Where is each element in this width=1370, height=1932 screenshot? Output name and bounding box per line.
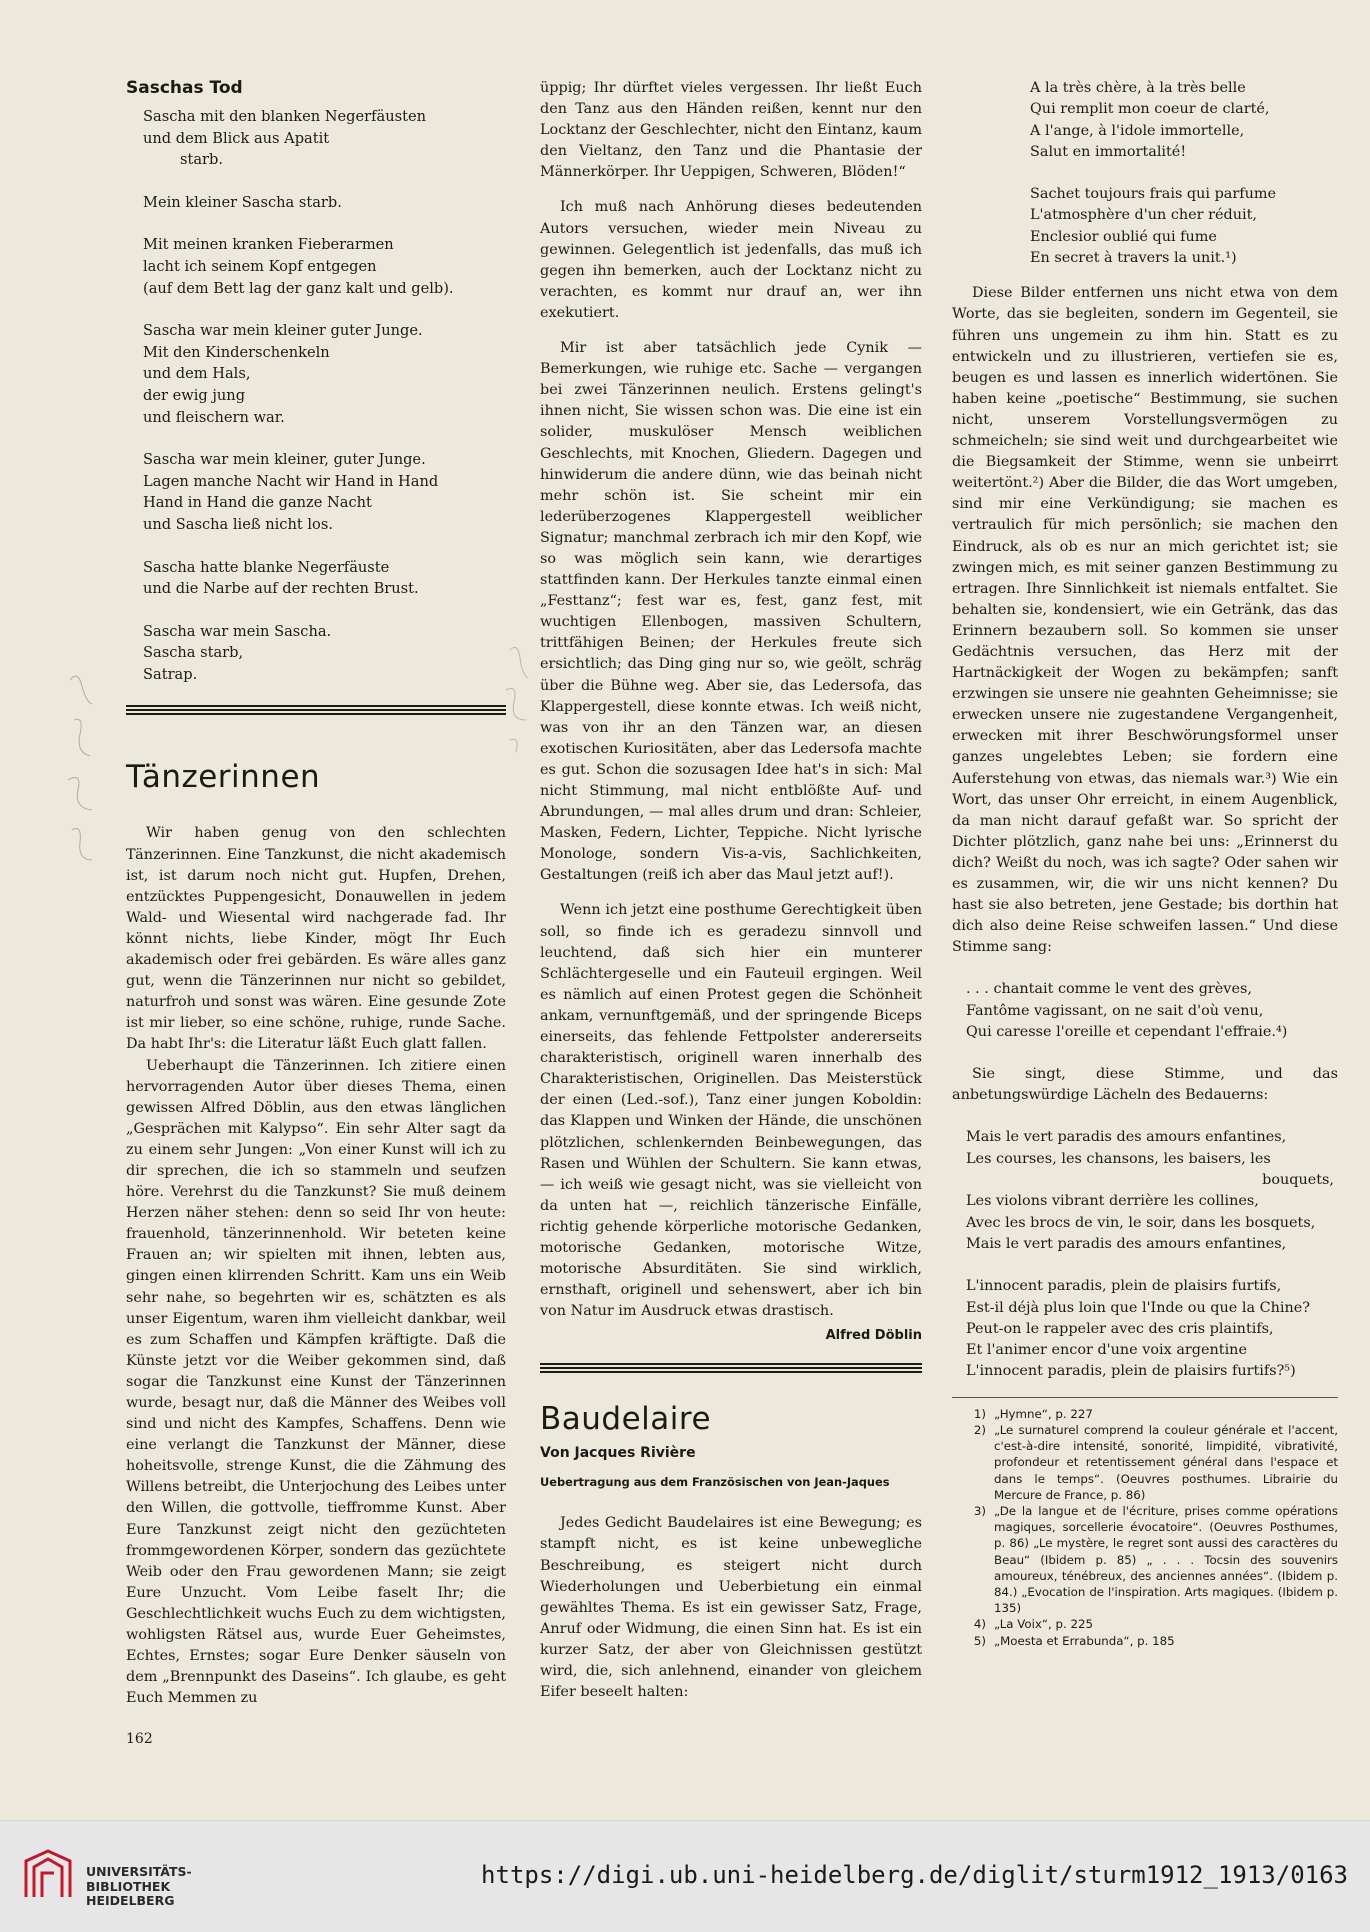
verse-line: L'innocent paradis, plein de plaisirs furtifs?⁵)	[966, 1363, 1296, 1380]
paragraph: Ich muß nach Anhörung dieses bedeutenden Autors versuchen, wieder mein Niveau zu gewinnen. Gelegentlich ist jedenfalls, das muß ich gegen ihn bemerken, auch der Locktanz nicht zu verachten, es kommt nur drauf an, wer ihn exekutiert.	[540, 199, 922, 321]
verse-line: Les violons vibrant derrière les collines,	[966, 1193, 1259, 1210]
poem-line: Mit meinen kranken Fieberarmen	[143, 236, 394, 254]
baudelaire-title: Baudelaire	[540, 1401, 712, 1438]
footnote: 3) „De la langue et de l'écriture, prises comme opérations magiques, sorcellerie évocatoire“. (Oeuvres Posthumes, p. 86) „Le mystère, le regret sont aussi des caractères du Beau“ (Ibidem p. 85) „ . . . Tocsin des souvenirs amoureux, ténébreux, des anciennes années“. (Ibidem p. 84.) „Evocation de l'inspiration. Arts magiques. (Ibidem p. 135)	[973, 1503, 1338, 1616]
poem-title: Saschas Tod	[126, 78, 243, 98]
paragraph: Mir ist aber tatsächlich jede Cynik — Bemerkungen, wie ruhige etc. Sache — vergangen bei zwei Tänzerinnen neulich. Erstens gelingt's ihnen nicht, Sie wissen schon was. Die eine ist ein solider, muskulöser Mensch weiblichen Geschlechts, mit Knochen, Gliedern. Dagegen und hinwiderum die andere dünn, wie das beinah nicht mehr schön ist. Sie scheint mir ein lederüberzogenes Klappergestell weiblicher Signatur; manchmal zerbrach ich mir den Kopf, wie so was möglich sein kann, wie derartiges stattfinden kann. Der Herkules tanzte einmal einen „Festtanz“; fest war es, fest, ganz fest, mit wuchtigen Ellenbogen, massiven Schultern, trittfähigen Beinen; der Herkules freute sich ersichtlich; das Ding ging nur so, wie geölt, schräg über die Bühne weg. Aber sie, das Ledersofa, das Klappergestell, diese konnte etwas. Ich weiß nicht, was von ihr an den Tänzen war, an diesen exotischen Kuriositäten, aber das Ledersofa machte es gut. Schon die sozusagen Idee hat's in sich: Mal nicht Stimmung, mal nicht entblößte Auf- und Abrundungen, — mal alles drum und dran: Schleier, Masken, Federn, Lichter, Teppiche. Nicht lyrische Monologe, sondern Vis-a-vis, Sachlichkeiten, Gestaltungen (reiß ich aber das Maul jetzt auf!).	[540, 340, 922, 884]
verse-line: L'atmosphère d'un cher réduit,	[1030, 207, 1257, 224]
column-3	[952, 78, 1338, 1649]
poem-line: Satrap.	[143, 665, 198, 683]
poem-line: Sascha hatte blanke Negerfäuste	[143, 558, 390, 576]
verse-line: Les courses, les chansons, les baisers, les	[966, 1150, 1271, 1167]
poem-line: und Sascha ließ nicht los.	[143, 515, 333, 533]
poem-line: und dem Blick aus Apatit	[143, 129, 330, 147]
poem-line: Sascha war mein kleiner guter Junge.	[143, 322, 423, 340]
author-signature: Alfred Döblin	[825, 1328, 922, 1344]
pencil-marginalia-icon	[60, 660, 120, 900]
footnote: 5) „Moesta et Errabunda“, p. 185	[973, 1633, 1175, 1648]
column-1	[126, 78, 506, 1709]
verse-line: Fantôme vagissant, on ne sait d'où venu,	[966, 1002, 1264, 1019]
verse-line: En secret à travers la unit.¹)	[1030, 250, 1237, 267]
paragraph: Wenn ich jetzt eine posthume Gerechtigkeit üben soll, so finde ich es geradezu sinnvoll und leuchtend, daß sich hier ein munterer Schlächtergeselle und ein Fauteuil ergingen. Weil es nämlich auf einen Protest gegen die Schönheit ankam, vernunftgemäß, und der springende Biceps einerseits, das fehlende Fettpolster andererseits charakteristisch, originell waren innerhalb des Charakteristischen, Originellen. Das Meisterstück der einen (Led.-sof.), Tanz einer jungen Koboldin: das Klappen und Winken der Hände, die unschönen plötzlichen, schlenkernden Beinbewegungen, das Rasen und Wühlen der Schultern. Sie kann etwas, — ich weiß wie gesagt nicht, was sie vielleicht von da unten hat —, reichlich tänzerische Einfälle, richtig gehende körperliche motorische Gedanken, motorische Gedanken, motorische Witze, motorische Absurditäten. Sie sind wirklich, ernsthaft, originell und sehenswert, aber ich bin von Natur im Ausdruck etwas drastisch.	[540, 902, 922, 1320]
verse-line: Avec les brocs de vin, le soir, dans les bosquets,	[966, 1214, 1316, 1231]
paragraph: üppig; Ihr dürftet vieles vergessen. Ihr ließt Euch den Tanz aus den Händen reißen, kennt nur den Locktanz der Geschlechter, nicht den Eintanz, kaum den Vieltanz, den Tanz und die Phantasie der Männerkörper. Ihr Ueppigen, Schweren, Blöden!“	[540, 80, 922, 181]
verse-line: A la très chère, à la très belle	[1030, 80, 1246, 96]
poem-saschas-tod	[126, 106, 506, 685]
poem-line: starb.	[180, 151, 224, 169]
french-verse	[952, 78, 1338, 269]
footnote: 2) „Le surnaturel comprend la couleur générale et l'accent, c'est-à-dire intensité, sonorité, limpidité, vibrativité, profondeur et retentissement général dans l'espace et dans le temps“. (Oeuvres posthumes. Librairie du Mercure de France, p. 86)	[973, 1422, 1338, 1502]
paragraph: Ueberhaupt die Tänzerinnen. Ich zitiere einen hervorragenden Autor über dieses Thema, einen gewissen Alfred Döblin, aus den etwas länglichen „Gesprächen mit Kalypso“. Ein sehr Alter sagt da zu einem sehr Jungen: „Von einer Kunst will ich zu dir sprechen, die ich so stammeln und seufzen höre. Verehrst du die Tanzkunst? Sie muß deinem Herzen näher stehen: denn so seid Ihr von heute: frauenhold, tänzerinnenhold. Wir beteten keine Frauen an; wir spielten mit ihnen, lebten aus, gingen einen klirrenden Schritt. Kam uns ein Weib sehr nahe, so begehrten wir es, schätzten es als unser Eigentum, waren ihm vielleicht dankbar, weil es zum Schaffen und Kämpfen kräftigte. Daß die Künste jetzt vor die Weiber gekommen sind, daß sogar die Tanzkunst eine Kunst der Tänzerinnen wurde, besagt nur, daß die Männer des Weibes voll sind und nicht des Kampfes, Schaffens. Denn wie eine verlangt die Tanzkunst der Männer, diese hoheitsvolle, strenge Kunst, die die Zähmung des Willens betreibt, die Unterjochung des Leibes unter den Willen, die gottvolle, tieffromme Kunst. Aber Eure Tanzkunst zeigt nicht den gezüchteten frommgewordenen Körper, sondern das gezüchtete Weib oder den Frau gewordenen Mann; sie zeigt Eure Unzucht. Vom Leibe faselt Ihr; die Geschlechtlichkeit wuchs Euch zu dem wichtigsten, wohligsten Rätsel aus, wurde Euer Geheimstes, Echtes, Ernstes; sogar Eure Denker säuseln von dem „Brennpunkt des Daseins“. Ich glaube, es geht Euch Memmen zu	[126, 1057, 506, 1707]
verse-line: . . . chantait comme le vent des grèves,	[966, 981, 1252, 998]
footnotes	[952, 1397, 1338, 1649]
viewer-footer	[0, 1820, 1370, 1932]
page-number: 162	[126, 1731, 153, 1747]
footnote: 4) „La Voix“, p. 225	[973, 1617, 1093, 1632]
pencil-marginalia-icon	[500, 640, 540, 790]
paragraph: Diese Bilder entfernen uns nicht etwa von dem Worte, das sie begleiten, sondern im Gegenteil, sie führen uns ungemein zu ihm hin. Statt es zu entwickeln und zu illustrieren, vertiefen sie es, beugen es und lassen es innerlich widertönen. Sie haben keine „poetische“ Bestimmung, sie suchen nicht, unserem Vorstellungsvermögen zu schmeicheln; sie sind weit und durchgearbeitet wie die Biegsamkeit der Stimme, wenn sie unbeirrt weitertönt.²) Aber die Bilder, die das Wort umgeben, sind mir eine Verkündigung; sie machen es vertraulich für mich persönlich; sie machen den Eindruck, als ob es nur an mich gerichtet ist; sie zwingen mich, es mit seiner ganzen Bestimmung zu ertragen. Ihre Sinnlichkeit ist niemals entfaltet. Sie behalten sie, kondensiert, wie ein Getränk, das das Erinnern bezaubern soll. So kommen sie unser Gedächtnis versuchen, das Herz mit der Hartnäckigkeit der Wogen zu bekämpfen; sanft erzwingen sie unsere nie geahnten Geheimnisse; sie erwecken unsere nie zugestandene Vergangenheit, erwecken mit ihrer Beschwörungsformel unser ganzes ungelebtes Leben; sie fordern eine Auferstehung von etwas, das niemals war.³) Wie ein Wort, das unser Ohr erreicht, in einem Augenblick, da man nicht darauf gefaßt war. So spricht der Dichter plötzlich, ganz nahe bei uns: „Erinnerst du dich? Weißt du noch, was ich sagte? Oder sahen wir es zusammen, wir, die wir uns nicht kennen? Du hast sie also betreten, jene Gestade; bis dorthin hat dich also deine Reise schweifen lassen.“ Und diese Stimme sang:	[952, 285, 1338, 956]
poem-line: Sascha starb,	[143, 644, 244, 662]
poem-line: und dem Hals,	[143, 365, 251, 383]
poem-line: Sascha mit den blanken Negerfäusten	[143, 108, 427, 125]
section-divider	[540, 1363, 922, 1375]
verse-line: Salut en immortalité!	[1030, 143, 1187, 160]
permalink-link[interactable]: https://digi.ub.uni-heidelberg.de/diglit/sturm1912_1913/0163	[481, 1861, 1348, 1889]
verse-line: Mais le vert paradis des amours enfantines,	[966, 1235, 1287, 1252]
french-verse	[952, 1127, 1338, 1382]
verse-line: Qui caresse l'oreille et cependant l'effraie.⁴)	[966, 1023, 1288, 1040]
poem-line: lacht ich seinem Kopf entgegen	[143, 257, 377, 275]
column-2	[540, 78, 922, 1703]
institution-name: UNIVERSITÄTS- BIBLIOTHEK HEIDELBERG	[86, 1864, 192, 1909]
verse-line: Et l'animer encor d'une voix argentine	[966, 1342, 1247, 1359]
byline: Von Jacques Rivière	[540, 1445, 696, 1462]
verse-line: Peut-on le rappeler avec des cris plaintifs,	[966, 1320, 1274, 1337]
poem-line: und fleischern war.	[143, 408, 285, 426]
paragraph: Wir haben genug von den schlechten Tänzerinnen. Eine Tanzkunst, die nicht akademisch ist, ist darum noch nicht gut. Hupfen, Drehen, entzücktes Puppengesicht, Donauwellen in jedem Wald- und Wiesental wird nachgerade fad. Ihr könnt nichts, liebe Kinder, mögt Ihr Euch akademisch oder frei gebärden. Es wäre alles ganz gut, wenn die Tänzerinnen nur nicht so gebildet, naturfroh und sonst was wären. Eine gesunde Zote ist mir lieber, so eine schöne, ruhige, runde Sache. Da habt Ihr's: die Literatur läßt Euch glatt fallen.	[126, 825, 506, 1053]
section-divider	[126, 705, 506, 717]
verse-line: Est-il déjà plus loin que l'Inde ou que la Chine?	[966, 1299, 1311, 1316]
poem-line: Mit den Kinderschenkeln	[143, 343, 330, 361]
poem-line: und die Narbe auf der rechten Brust.	[143, 580, 419, 598]
poem-line: der ewig jung	[143, 386, 246, 404]
permalink-url[interactable]	[481, 1861, 1348, 1889]
poem-line: Sascha war mein Sascha.	[143, 622, 332, 640]
verse-line: Enclesior oublié qui fume	[1030, 228, 1217, 245]
paragraph: Sie singt, diese Stimme, und das anbetungswürdige Lächeln des Bedauerns:	[952, 1066, 1338, 1104]
verse-line: Qui remplit mon coeur de clarté,	[1030, 101, 1270, 118]
paragraph: Jedes Gedicht Baudelaires ist eine Bewegung; es stampft nicht, es ist keine unbewegliche Beschreibung, es steigert nicht durch Wiederholungen und Ueberbietung ein einmal gewähltes Thema. Es ist ein gewisser Satz, Frage, Anruf oder Widmung, die einen Sinn hat. Es ist ein kurzer Satz, der aber von Gleichnissen gestützt wird, die, sich anlehnend, einander von gleichem Eifer beseelt halten:	[540, 1515, 922, 1701]
poem-line: Hand in Hand die ganze Nacht	[143, 494, 372, 512]
footnote: 1) „Hymne“, p. 227	[973, 1406, 1093, 1421]
essay-title: Tänzerinnen	[126, 759, 321, 796]
poem-line: Mein kleiner Sascha starb.	[143, 193, 342, 211]
university-library-logo-icon	[20, 1847, 76, 1903]
verse-line: bouquets,	[1262, 1172, 1334, 1189]
poem-line: (auf dem Bett lag der ganz kalt und gelb).	[143, 279, 454, 297]
verse-line: Sachet toujours frais qui parfume	[1030, 186, 1277, 203]
verse-line: A l'ange, à l'idole immortelle,	[1030, 122, 1245, 139]
verse-line: Mais le vert paradis des amours enfantines,	[966, 1129, 1287, 1146]
verse-line: L'innocent paradis, plein de plaisirs furtifs,	[966, 1278, 1282, 1295]
poem-line: Sascha war mein kleiner, guter Junge.	[143, 451, 426, 469]
translation-credit: Uebertragung aus dem Französischen von Jean-Jaques	[540, 1475, 890, 1490]
french-verse	[952, 979, 1338, 1043]
poem-line: Lagen manche Nacht wir Hand in Hand	[143, 472, 439, 490]
